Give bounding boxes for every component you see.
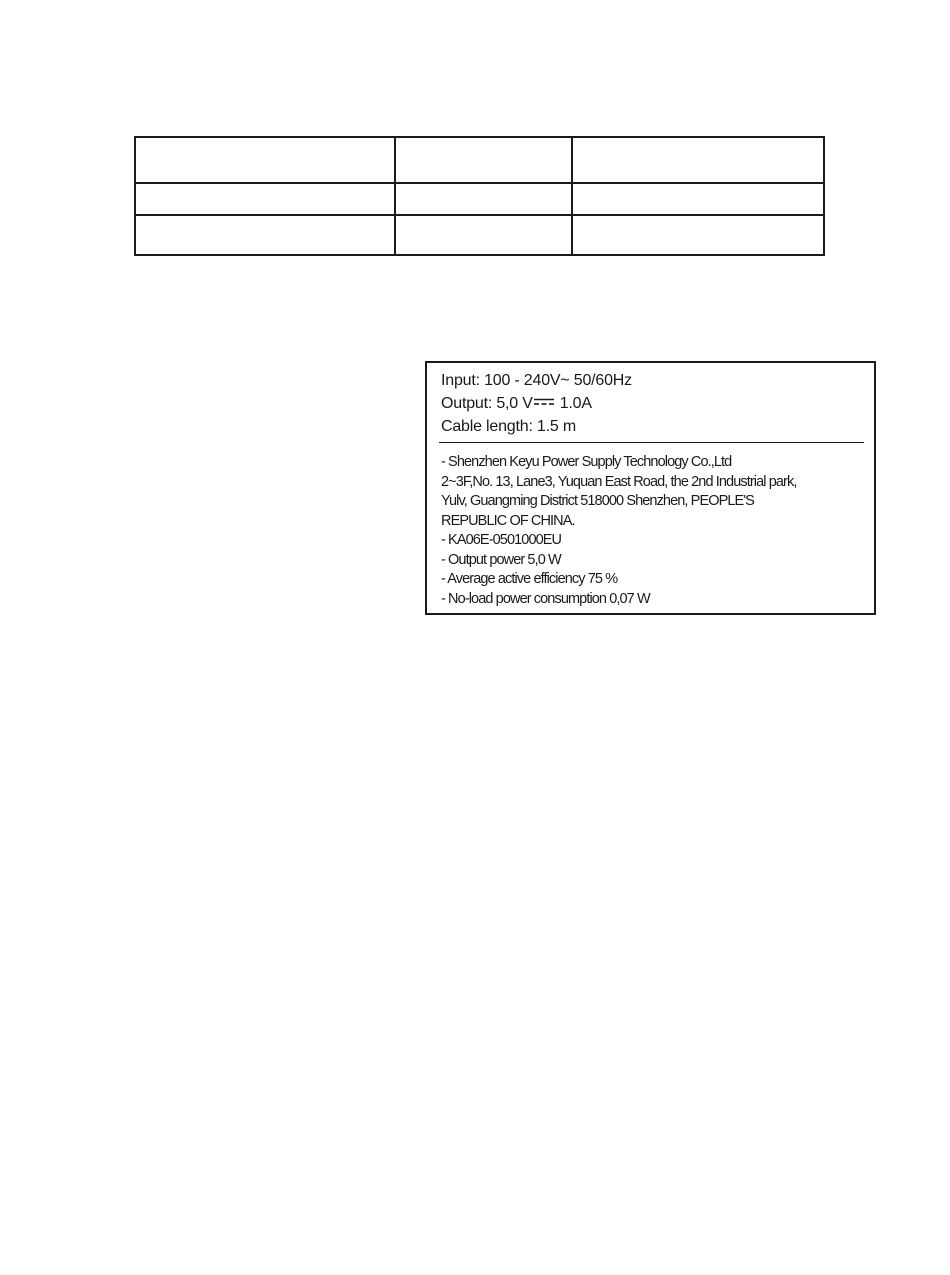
table-cell	[395, 137, 572, 183]
detail-line: Yulv, Guangming District 518000 Shenzhen, PEOPLE'S	[441, 493, 754, 509]
table-cell	[135, 137, 395, 183]
electrical-ratings	[441, 369, 632, 438]
divider	[439, 442, 864, 443]
table-row	[135, 183, 824, 214]
product-rating-label	[425, 361, 876, 615]
table-cell	[135, 183, 395, 214]
table-cell	[395, 215, 572, 255]
output-rating-suffix: 1.0A	[559, 395, 592, 412]
output-rating	[441, 392, 632, 415]
detail-line: - Output power 5,0 W	[441, 551, 561, 568]
detail-line: - No-load power consumption 0,07 W	[441, 590, 650, 607]
output-rating-prefix: Output: 5,0 V	[441, 395, 533, 412]
direct-current-icon	[534, 398, 554, 406]
table-cell	[395, 183, 572, 214]
manufacturer-details	[441, 453, 796, 609]
cable-length: Cable length: 1.5 m	[441, 418, 576, 435]
empty-spec-table	[134, 136, 825, 256]
table-row	[135, 215, 824, 255]
detail-line: REPUBLIC OF CHINA.	[441, 512, 575, 529]
table-row	[135, 137, 824, 183]
detail-line: - Average active efficiency 75 %	[441, 571, 618, 587]
detail-line: - KA06E-0501000EU	[441, 532, 562, 548]
table-cell	[572, 137, 824, 183]
detail-line: 2~3F,No. 13, Lane3, Yuquan East Road, the 2nd Industrial park,	[441, 473, 797, 490]
input-rating: Input: 100 - 240V~ 50/60Hz	[441, 372, 632, 389]
table-cell	[135, 215, 395, 255]
table-cell	[572, 183, 824, 214]
detail-line: - Shenzhen Keyu Power Supply Technology Co.,Ltd	[441, 454, 732, 470]
table-cell	[572, 215, 824, 255]
